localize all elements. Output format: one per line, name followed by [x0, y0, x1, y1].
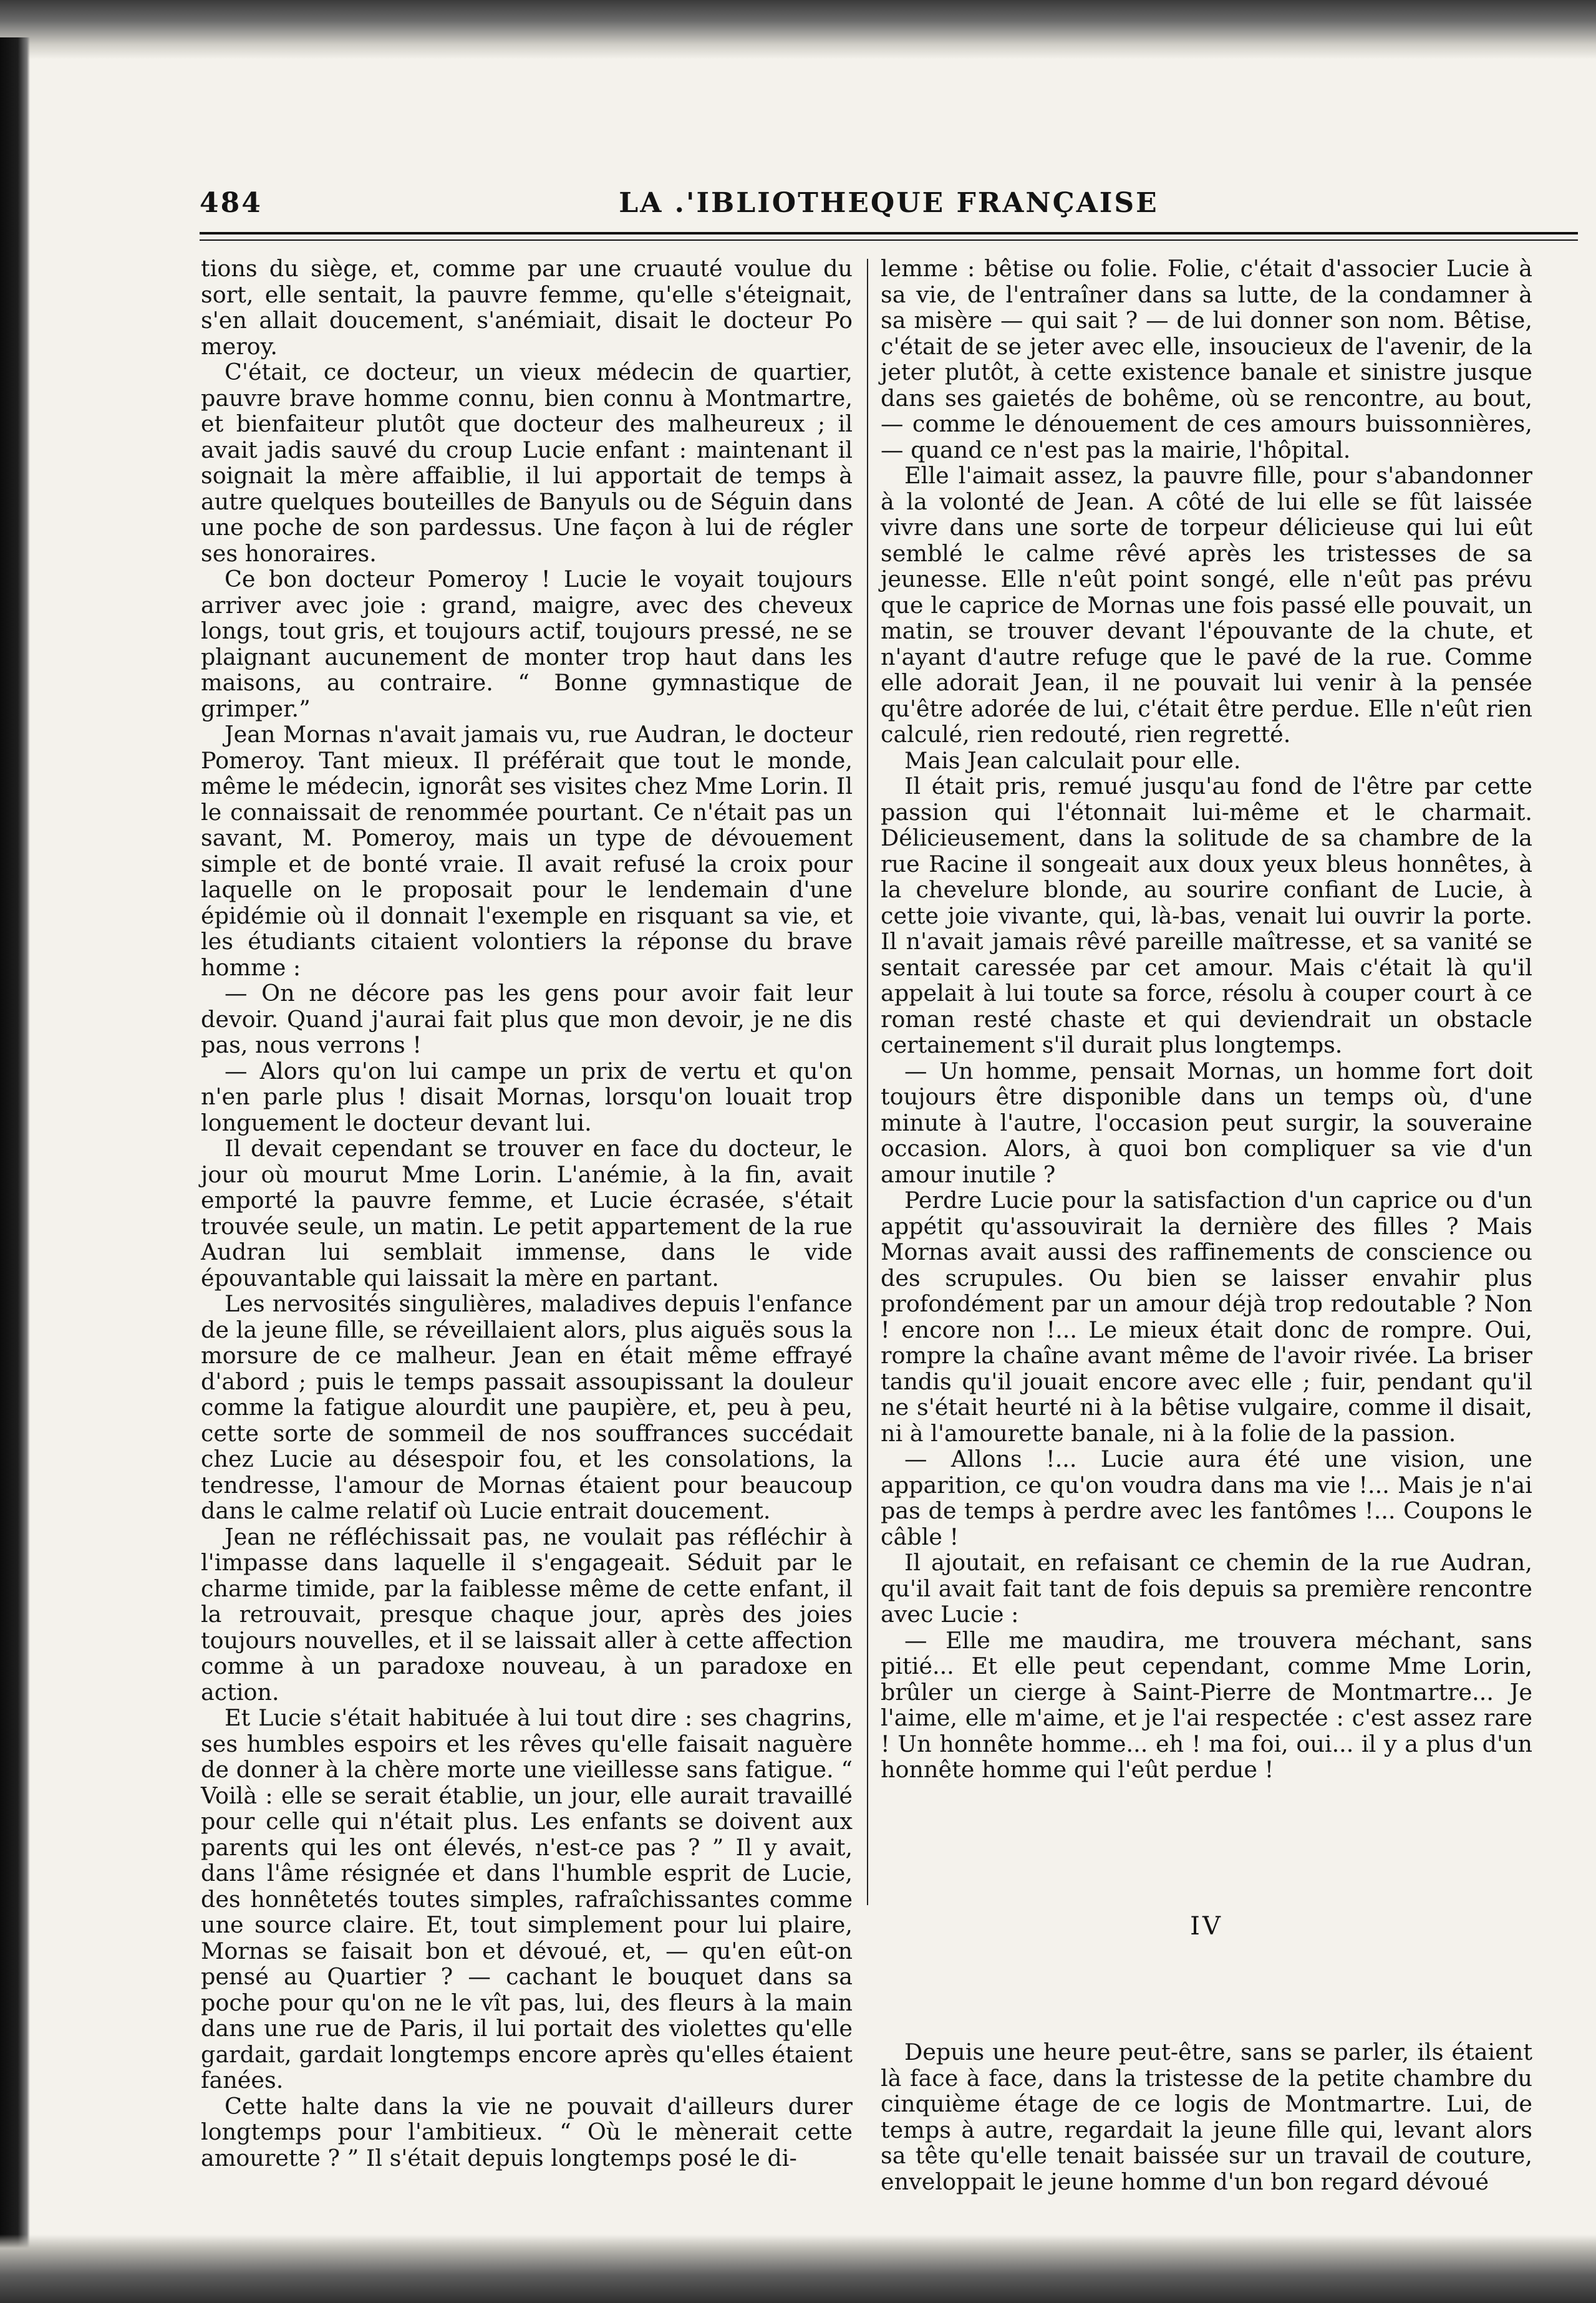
column-divider: [867, 259, 868, 1905]
paragraph: Les nervosités singulières, maladives depuis l'enfance de la jeune fille, se réveillaient alors, plus aiguës sous la morsure de ce malheur. Jean en était même effrayé d'abord ; puis le temps passait assoupissant la douleur comme la fatigue alourdit une paupière, et, peu à peu, cette sorte de sommeil de nos souffrances succédait chez Lucie au désespoir fou, et les consolations, la tendresse, l'amour de Mornas étaient pour beaucoup dans le calme relatif où Lucie entrait doucement.: [201, 1290, 853, 1524]
paragraph: Ce bon docteur Pomeroy ! Lucie le voyait toujours arriver avec joie : grand, maigre, avec des cheveux longs, tout gris, et toujours actif, toujours pressé, ne se plaignant aucunement de monter trop haut dans les maisons, au contraire. “ Bonne gymnastique de grimper.”: [201, 566, 853, 722]
paragraph: Il ajoutait, en refaisant ce chemin de la rue Audran, qu'il avait fait tant de fois depuis sa première rencontre avec Lucie :: [881, 1549, 1532, 1628]
right-column-body: [881, 256, 1532, 1783]
right-column: [881, 255, 1532, 2195]
paragraph: — Elle me maudira, me trouvera méchant, sans pitié... Et elle peut cependant, comme Mme Lorin, brûler un cierge à Saint-Pierre de Montmartre... Je l'aime, elle m'aime, et je l'ai respectée : c'est assez rare ! Un honnête homme... eh ! ma foi, oui... il y a plus d'un honnête homme qui l'eût perdue !: [881, 1626, 1532, 1783]
paragraph: Et Lucie s'était habituée à lui tout dire : ses chagrins, ses humbles espoirs et les rêves qu'elle faisait naguère de donner à la chère morte une vieillesse sans fatigue. “ Voilà : elle se serait établie, un jour, elle aurait travaillé pour celle qui n'était plus. Les enfants se doivent aux parents qui les ont élevés, n'est-ce pas ? ” Il y avait, dans l'âme résignée et dans l'humble esprit de Lucie, des honnêtetés toutes simples, rafraîchissantes comme une source claire. Et, tout simplement pour lui plaire, Mornas se faisait bon et dévoué, et, — qu'en eût-on pensé au Quartier ? — cachant le bouquet dans sa poche pour qu'on ne le vît pas, lui, des fleurs à la main dans une rue de Paris, il lui portait des violettes qu'elle gardait, gardait longtemps encore après qu'elles étaient fanées.: [201, 1704, 853, 2093]
paragraph: Cette halte dans la vie ne pouvait d'ailleurs durer longtemps pour l'ambitieux. “ Où le mènerait cette amourette ? ” Il s'était depuis longtemps posé le di-: [201, 2092, 853, 2171]
paragraph: — Allons !... Lucie aura été une vision, une apparition, ce qu'on voudra dans ma vie !... Mais je n'ai pas de temps à perdre avec les fantômes !... Coupons le câble !: [881, 1446, 1532, 1550]
header-rule: [200, 232, 1578, 241]
paragraph: Depuis une heure peut-être, sans se parler, ils étaient là face à face, dans la tristesse de la petite chambre du cinquième étage de ce logis de Montmartre. Lui, de temps à autre, regardait la jeune fille qui, levant alors sa tête qu'elle tenait baissée sur un travail de couture, enveloppait le jeune homme d'un bon regard dévoué: [881, 2039, 1532, 2195]
paragraph: Elle l'aimait assez, la pauvre fille, pour s'abandonner à la volonté de Jean. A côté de lui elle se fût laissée vivre dans une sorte de torpeur délicieuse qui lui eût semblé le calme rêvé après les tristesses de sa jeunesse. Elle n'eût point songé, elle n'eût pas prévu que le caprice de Mornas une fois passé elle pouvait, un matin, se trouver devant l'épouvante de la chute, et n'ayant d'autre refuge que le pavé de la rue. Comme elle adorait Jean, il ne pouvait lui venir à la pensée qu'être adorée de lui, c'était être perdue. Elle n'eût rien calculé, rien redouté, rien regretté.: [881, 462, 1532, 748]
paragraph: — Un homme, pensait Mornas, un homme fort doit toujours être disponible dans un temps où, d'une minute à l'autre, l'occasion peut surgir, la souveraine occasion. Alors, à quoi bon compliquer sa vie d'un amour inutile ?: [881, 1057, 1532, 1188]
paragraph: Perdre Lucie pour la satisfaction d'un caprice ou d'un appétit qu'assouvirait la dernière des filles ? Mais Mornas avait aussi des raffinements de conscience ou des scrupules. Ou bien se laisser envahir plus profondément par un amour déjà trop redoutable ? Non ! encore non !... Le mieux était donc de rompre. Oui, rompre la chaîne avant même de l'avoir rivée. La briser tandis qu'il jouait encore avec elle ; fuir, pendant qu'il ne s'était heurté ni à la bêtise vulgaire, comme il disait, ni à l'amourette banale, ni à la folie de la passion.: [881, 1187, 1532, 1447]
page-number: 484: [200, 187, 263, 219]
left-column: [201, 255, 853, 2171]
paragraph: C'était, ce docteur, un vieux médecin de quartier, pauvre brave homme connu, bien connu à Montmartre, et bienfaiteur plutôt que docteur des malheureux ; il avait jadis sauvé du croup Lucie enfant : maintenant il soignait la mère affaiblie, il lui apportait de temps à autre quelques bouteilles de Banyuls ou de Séguin dans une poche de son pardessus. Une façon à lui de régler ses honoraires.: [201, 359, 853, 567]
scan-bottom-edge: [0, 2234, 1596, 2303]
right-column-continuation: [881, 2039, 1532, 2194]
paragraph: Mais Jean calculait pour elle.: [904, 746, 1241, 774]
paragraph: — Alors qu'on lui campe un prix de vertu et qu'on n'en parle plus ! disait Mornas, lorsqu'on louait trop longuement le docteur devant lui.: [201, 1057, 853, 1136]
paragraph: Jean ne réfléchissait pas, ne voulait pas réfléchir à l'impasse dans laquelle il s'engageait. Séduit par le charme timide, par la faiblesse même de cette enfant, il la retrouvait, presque chaque jour, après des joies toujours nouvelles, et il se laissait aller à cette affection comme à un paradoxe nouveau, à un paradoxe en action.: [201, 1523, 853, 1706]
journal-title: LA .'IBLIOTHEQUE FRANÇAISE: [619, 187, 1159, 219]
paragraph: lemme : bêtise ou folie. Folie, c'était d'associer Lucie à sa vie, de l'entraîner dans sa lutte, de la condamner à sa misère — qui sait ? — de lui donner son nom. Bêtise, c'était de se jeter avec elle, insoucieux de l'avenir, de la jeter plutôt, à cette existence banale et sinistre jusque dans ses gaietés de bohême, où se rencontre, au bout, — comme le dénouement de ces amours buissonnières, — quand ce n'est pas la mairie, l'hôpital.: [881, 255, 1532, 463]
paragraph: — On ne décore pas les gens pour avoir fait leur devoir. Quand j'aurai fait plus que mon devoir, je ne dis pas, nous verrons !: [201, 980, 853, 1058]
section-numeral: IV: [1190, 1911, 1223, 1941]
running-head: [200, 187, 1578, 225]
paragraph: tions du siège, et, comme par une cruauté voulue du sort, elle sentait, la pauvre femme, qu'elle s'éteignait, s'en allait doucement, s'anémiait, disait le docteur Po meroy.: [201, 255, 853, 360]
paragraph: Jean Mornas n'avait jamais vu, rue Audran, le docteur Pomeroy. Tant mieux. Il préférait que tout le monde, même le médecin, ignorât ses visites chez Mme Lorin. Il le connaissait de renommée pourtant. Ce n'était pas un savant, M. Pomeroy, mais un type de dévouement simple et de bonté vraie. Il avait refusé la croix pour laquelle on le proposait pour le lendemain d'une épidémie où il donnait l'exemple en risquant sa vie, et les étudiants citaient volontiers la réponse du brave homme :: [201, 721, 853, 981]
paragraph: Il devait cependant se trouver en face du docteur, le jour où mourut Mme Lorin. L'anémie, à la fin, avait emporté la pauvre femme, et Lucie écrasée, s'était trouvée seule, un matin. Le petit appartement de la rue Audran lui semblait immense, dans le vide épouvantable qui laissait la mère en partant.: [201, 1135, 853, 1292]
scan-binding-shadow: [0, 37, 30, 2257]
scan-top-edge: [0, 0, 1596, 59]
paragraph: Il était pris, remué jusqu'au fond de l'être par cette passion qui l'étonnait lui-même et le charmait. Délicieusement, dans la solitude de sa chambre de la rue Racine il songeait aux doux yeux bleus honnêtes, à la chevelure blonde, au sourire confiant de Lucie, à cette joie vivante, qui, là-bas, venait lui ouvrir la porte. Il n'avait jamais rêvé pareille maîtresse, et sa vanité se sentait caressée par cet amour. Mais c'était là qu'il appelait à lui toute sa force, résolu à couper court à ce roman resté chaste et qui deviendrait un obstacle certainement s'il durait plus longtemps.: [881, 773, 1532, 1058]
